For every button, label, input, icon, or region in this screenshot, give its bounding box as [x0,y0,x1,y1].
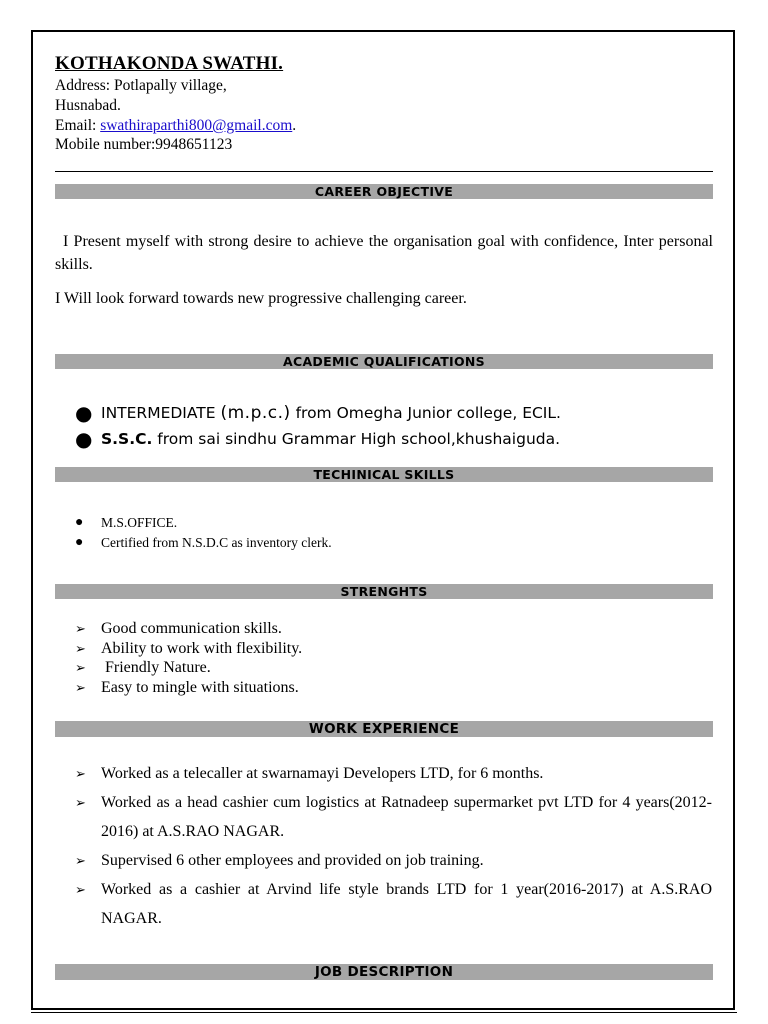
bullet-icon: ● [75,401,93,425]
list-item [75,513,332,533]
candidate-name: KOTHAKONDA SWATHI. [55,53,284,74]
list-item [75,875,712,933]
list-item [75,658,302,678]
experience-text: Worked as a telecaller at swarnamayi Developers LTD, for 6 months. [101,765,544,782]
arrow-bullet-icon: ➢ [75,766,86,781]
academic-list [75,400,561,452]
career-objective-paragraph-2: I Will look forward towards new progressive challenging career. [55,290,467,307]
qualification-title: INTERMEDIATE [101,404,221,422]
skill-text: Certified from N.S.D.C as inventory clerk. [101,535,332,550]
arrow-bullet-icon: ➢ [75,882,86,897]
qualification-institution: from Omegha Junior college, ECIL. [290,404,561,422]
qualification-institution: from sai sindhu Grammar High school,khushaiguda. [152,430,561,448]
strength-text: Easy to mingle with situations. [101,678,299,696]
technical-skills-list [75,513,332,553]
arrow-bullet-icon: ➢ [75,621,86,636]
list-item [75,639,302,659]
list-item [75,846,712,875]
section-academic-qualifications: ACADEMIC QUALIFICATIONS [55,354,713,369]
list-item [75,400,561,426]
section-work-experience: WORK EXPERIENCE [55,721,713,737]
section-technical-skills: TECHINICAL SKILLS [55,467,713,482]
section-strengths: STRENGHTS [55,584,713,599]
strength-text: Ability to work with flexibility. [101,639,303,657]
list-item [75,788,712,846]
bullet-icon: ● [75,427,93,451]
arrow-bullet-icon: ➢ [75,795,86,810]
arrow-bullet-icon: ➢ [75,853,86,868]
list-item [75,678,302,698]
section-job-description: JOB DESCRIPTION [55,964,713,980]
email-link[interactable]: swathiraparthi800@gmail.com [100,117,293,134]
career-objective-paragraph-1: I Present myself with strong desire to achieve the organisation goal with confidence, Inter personal skills. [55,233,713,273]
experience-text: Worked as a head cashier cum logistics at Ratnadeep supermarket pvt LTD for 4 years(2012-2016) at A.S.RAO NAGAR. [101,794,712,840]
mobile-number: Mobile number:9948651123 [55,136,233,153]
bullet-icon: ● [75,535,84,550]
skill-text: M.S.OFFICE. [101,515,178,530]
email-label: Email: [55,117,101,134]
experience-text: Supervised 6 other employees and provided on job training. [101,852,484,869]
work-experience-list [75,759,712,933]
strength-text: Friendly Nature. [101,659,211,676]
page-border-bottom [31,1012,737,1013]
list-item [75,426,561,452]
arrow-bullet-icon: ➢ [75,679,86,695]
arrow-bullet-icon: ➢ [75,640,86,656]
list-item [75,619,302,639]
list-item [75,533,332,553]
email-line [55,116,296,136]
address-line-2: Husnabad. [55,97,121,114]
qualification-title: S.S.C. [101,430,153,448]
list-item [75,759,712,788]
strengths-list [75,619,302,697]
bullet-icon: ● [75,515,84,530]
strength-text: Good communication skills. [101,620,282,637]
address-line-1: Address: Potlapally village, [55,77,227,94]
section-career-objective: CAREER OBJECTIVE [55,184,713,199]
experience-text: Worked as a cashier at Arvind life style brands LTD for 1 year(2016-2017) at A.S.RAO NAGAR. [101,881,712,927]
qualification-detail: (m.p.c.) [220,403,291,423]
header-divider [55,171,713,172]
arrow-bullet-icon: ➢ [75,660,86,675]
email-suffix: . [292,117,297,134]
